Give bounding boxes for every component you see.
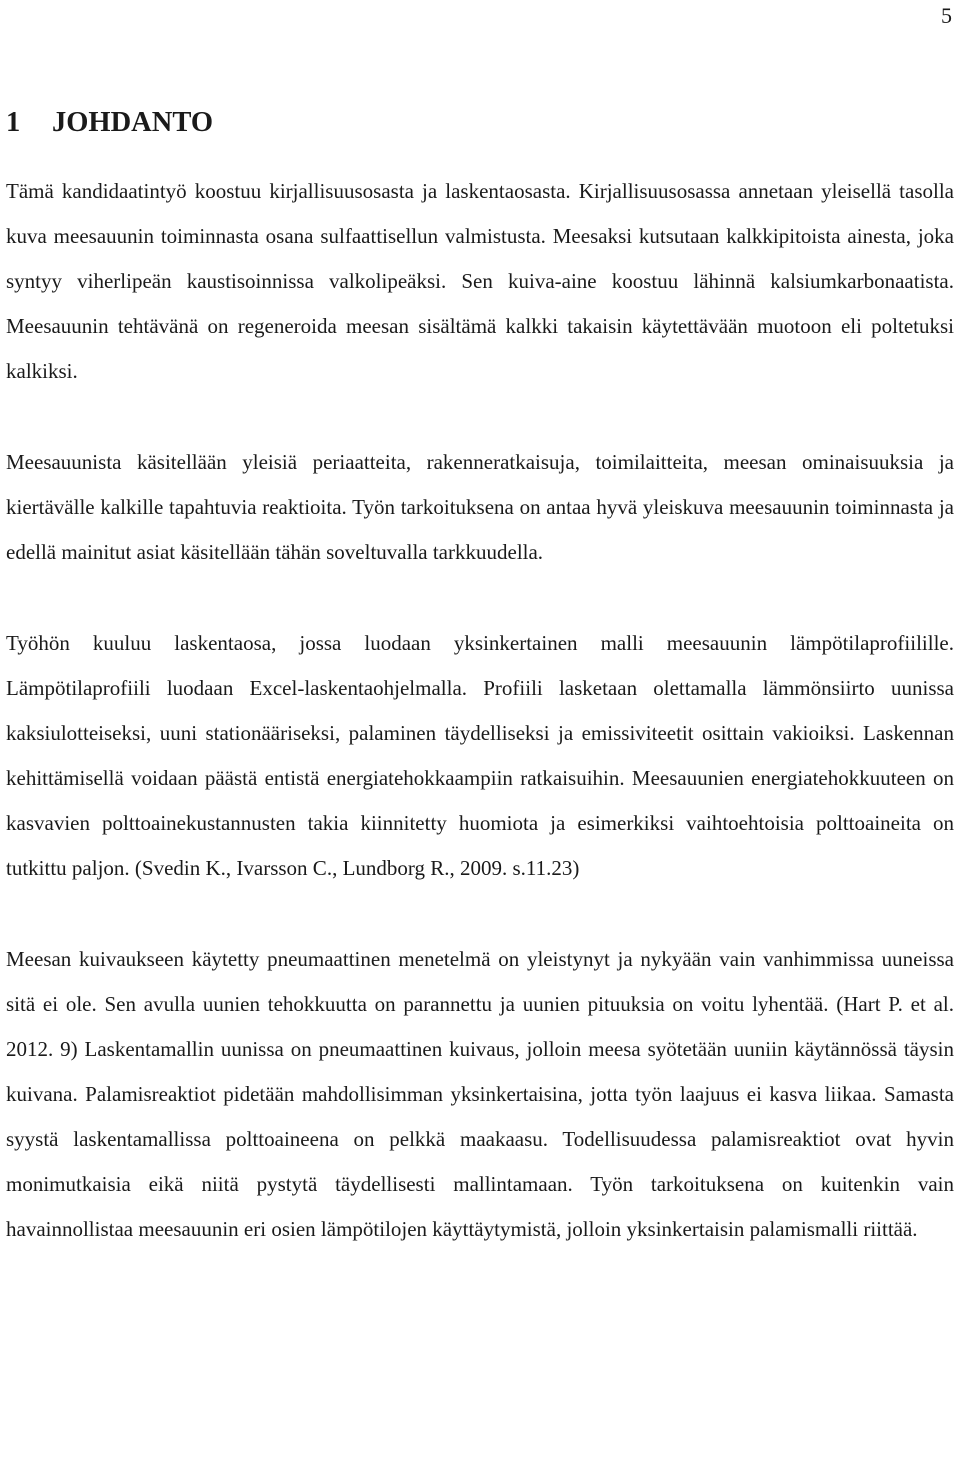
page-number: 5 <box>941 3 952 28</box>
paragraph-scope: Meesauunista käsitellään yleisiä periaatteita, rakenneratkaisuja, toimilaitteita, meesan ominaisuuksia ja kiertävälle kalkille tapahtuvia reaktioita. Työn tarkoituksena on antaa hyvä yleiskuva meesauunin toiminnasta ja edellä mainitut asiat käsitellään tähän soveltuvalla tarkkuudella. <box>6 450 954 564</box>
chapter-heading <box>6 103 954 143</box>
chapter-number: 1 <box>6 107 21 138</box>
chapter-title: JOHDANTO <box>52 107 213 138</box>
page-content <box>6 103 954 1252</box>
paragraph-drying: Meesan kuivaukseen käytetty pneumaattinen menetelmä on yleistynyt ja nykyään vain vanhimmissa uuneissa sitä ei ole. Sen avulla uunien tehokkuutta on parannettu ja uunien pituuksia on voitu lyhentää. (Hart P. et al. 2012. 9) Laskentamallin uunissa on pneumaattinen kuivaus, jolloin meesa syötetään uuniin käytännössä täysin kuivana. Palamisreaktiot pidetään mahdollisimman yksinkertaisina, jotta työn laajuus ei kasva liikaa. Samasta syystä laskentamallissa polttoaineena on pelkkä maakaasu. Todellisuudessa palamisreaktiot ovat hyvin monimutkaisia eikä niitä pystytä täydellisesti mallintamaan. Työn tarkoituksena on kuitenkin vain havainnollistaa meesauunin eri osien lämpötilojen käyttäytymistä, jolloin yksinkertaisin palamismalli riittää. <box>6 947 954 1241</box>
paragraph-intro: Tämä kandidaatintyö koostuu kirjallisuusosasta ja laskentaosasta. Kirjallisuusosassa annetaan yleisellä tasolla kuva meesauunin toiminnasta osana sulfaattisellun valmistusta. Meesaksi kutsutaan kalkkipitoista ainesta, joka syntyy viherlipeän kaustisoinnissa valkolipeäksi. Sen kuiva-aine koostuu lähinnä kalsiumkarbonaatista. Meesauunin tehtävänä on regeneroida meesan sisältämä kalkki takaisin käytettävään muotoon eli poltetuksi kalkiksi. <box>6 179 954 383</box>
paragraph-calculation: Työhön kuuluu laskentaosa, jossa luodaan yksinkertainen malli meesauunin lämpötilaprofiilille. Lämpötilaprofiili luodaan Excel-laskentaohjelmalla. Profiili lasketaan olettamalla lämmönsiirto uunissa kaksiulotteiseksi, uuni stationääriseksi, palaminen täydelliseksi ja emissiviteetit osittain vakioiksi. Laskennan kehittämisellä voidaan päästä entistä energiatehokkaampiin ratkaisuihin. Meesauunien energiatehokkuuteen on kasvavien polttoainekustannusten takia kiinnitetty huomiota ja esimerkiksi vaihtoehtoisia polttoaineita on tutkittu paljon. (Svedin K., Ivarsson C., Lundborg R., 2009. s.11.23) <box>6 631 954 880</box>
